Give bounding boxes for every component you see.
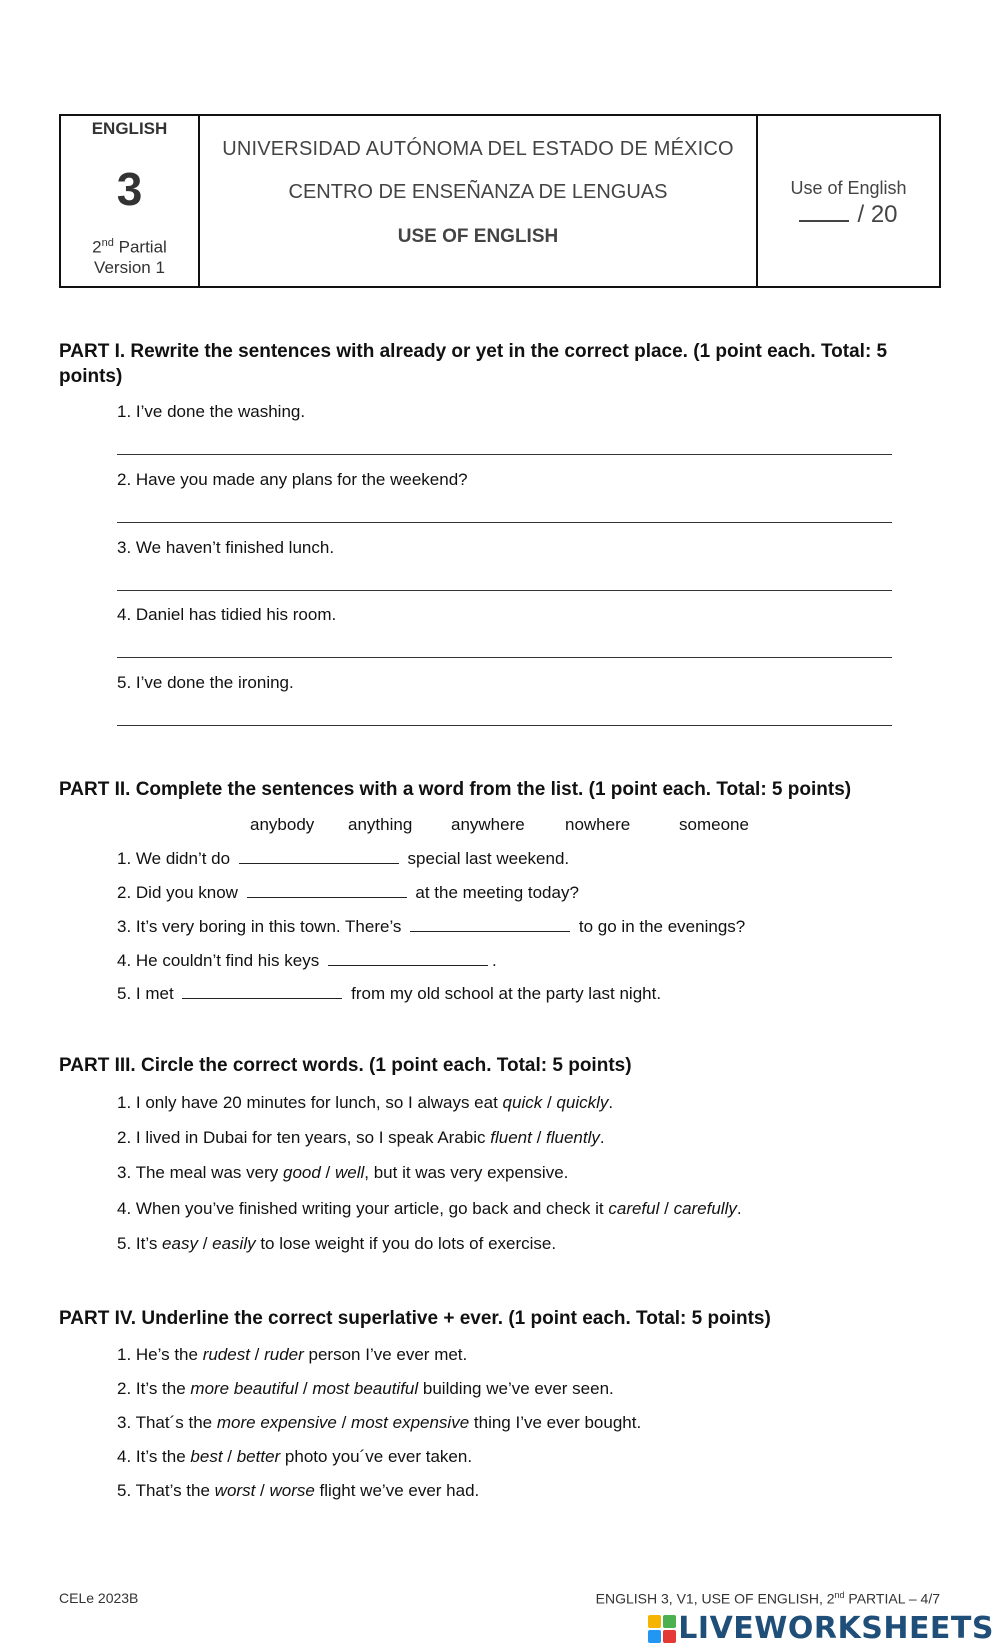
footer-code: CELe 2023B (59, 1590, 139, 1606)
part4-title: PART IV. Underline the correct superlative + ever. (1 point each. Total: 5 points) (59, 1308, 771, 1329)
part1-title: PART I. Rewrite the sentences with already or yet in the correct place. (1 point each. Total: 5 points) (59, 341, 888, 387)
answer-line[interactable] (117, 590, 892, 591)
score-total: / 20 (857, 201, 898, 228)
part3-item: 2. I lived in Dubai for ten years, so I speak Arabic fluent / fluently. (117, 1128, 605, 1147)
option-word[interactable]: more beautiful (190, 1379, 299, 1398)
subject-label: ENGLISH (91, 119, 168, 138)
footer-page-info: ENGLISH 3, V1, USE OF ENGLISH, 2nd PARTIAL – 4/7 (595, 1590, 940, 1607)
liveworksheets-icon (648, 1615, 676, 1643)
part4-item: 4. It’s the best / better photo you´ve ever taken. (117, 1447, 473, 1466)
part4-item: 2. It’s the more beautiful / most beautiful building we’ve ever seen. (117, 1379, 614, 1398)
part1-item: 5. I’ve done the ironing. (117, 673, 294, 692)
part4-item: 3. That´s the more expensive / most expensive thing I’ve ever bought. (117, 1413, 642, 1432)
option-word[interactable]: ruder (264, 1345, 304, 1364)
part2-item: 4. He couldn’t find his keys . (117, 951, 497, 970)
header-level-cell (61, 116, 200, 286)
option-word[interactable]: worse (269, 1481, 315, 1500)
partial-label: 2nd Partial Version 1 (92, 237, 167, 277)
liveworksheets-logo[interactable] (648, 1611, 994, 1646)
liveworksheets-wordmark: LIVEWORKSHEETS (678, 1611, 994, 1646)
option-word[interactable]: good (282, 1163, 321, 1182)
part1-item: 3. We haven’t finished lunch. (117, 538, 335, 557)
part2-item: 1. We didn’t do special last weekend. (117, 849, 570, 868)
answer-line[interactable] (117, 454, 892, 455)
fill-blank[interactable] (247, 882, 407, 898)
option-word[interactable]: careful (608, 1199, 660, 1218)
section-name: USE OF ENGLISH (397, 226, 559, 247)
part3-item: 1. I only have 20 minutes for lunch, so I always eat quick / quickly. (117, 1093, 614, 1112)
option-word[interactable]: best (190, 1447, 223, 1466)
option-word[interactable]: easily (212, 1234, 256, 1253)
option-word[interactable]: rudest (202, 1345, 250, 1364)
option-word[interactable]: fluent (490, 1128, 532, 1147)
part1-item: 2. Have you made any plans for the weekend? (117, 470, 468, 489)
word-option: anything (348, 815, 413, 834)
option-word[interactable]: quickly (556, 1093, 609, 1112)
part3-item: 5. It’s easy / easily to lose weight if you do lots of exercise. (117, 1234, 557, 1253)
option-word[interactable]: better (236, 1447, 281, 1466)
part2-item: 5. I met from my old school at the party last night. (117, 984, 662, 1003)
option-word[interactable]: fluently (546, 1128, 600, 1147)
level-number: 3 (116, 163, 143, 215)
part1-item: 1. I’ve done the washing. (117, 402, 306, 421)
part2-title: PART II. Complete the sentences with a word from the list. (1 point each. Total: 5 points) (59, 779, 852, 800)
option-word[interactable]: quick (502, 1093, 543, 1112)
fill-blank[interactable] (410, 916, 570, 932)
part3-item: 4. When you’ve finished writing your article, go back and check it careful / carefully. (117, 1199, 742, 1218)
score-label: Use of English (790, 178, 907, 198)
part3-item: 3. The meal was very good / well, but it was very expensive. (117, 1163, 569, 1182)
word-option: anybody (250, 815, 315, 834)
fill-blank[interactable] (328, 950, 488, 966)
header-institution-cell (200, 116, 758, 286)
word-option: anywhere (451, 815, 525, 834)
version-label: Version 1 (94, 257, 165, 277)
option-word[interactable]: more expensive (216, 1413, 337, 1432)
option-word[interactable]: easy (162, 1234, 198, 1253)
part2-item: 3. It’s very boring in this town. There’s to go in the evenings? (117, 917, 746, 936)
option-word[interactable]: carefully (673, 1199, 737, 1218)
center-name: CENTRO DE ENSEÑANZA DE LENGUAS (288, 181, 668, 203)
score-blank[interactable] (799, 200, 849, 222)
part2-item: 2. Did you know at the meeting today? (117, 883, 579, 902)
option-word[interactable]: most beautiful (312, 1379, 419, 1398)
part4-item: 1. He’s the rudest / ruder person I’ve ever met. (117, 1345, 468, 1364)
university-name: UNIVERSIDAD AUTÓNOMA DEL ESTADO DE MÉXICO (222, 138, 734, 160)
fill-blank[interactable] (182, 983, 342, 999)
part1-item: 4. Daniel has tidied his room. (117, 605, 337, 624)
answer-line[interactable] (117, 725, 892, 726)
option-word[interactable]: worst (214, 1481, 256, 1500)
word-option: someone (679, 815, 749, 834)
exam-header (59, 114, 941, 288)
answer-line[interactable] (117, 657, 892, 658)
option-word[interactable]: well (334, 1163, 365, 1182)
header-score-cell (758, 116, 939, 286)
option-word[interactable]: most expensive (351, 1413, 470, 1432)
score-field (758, 200, 939, 229)
answer-line[interactable] (117, 522, 892, 523)
part3-title: PART III. Circle the correct words. (1 point each. Total: 5 points) (59, 1055, 632, 1076)
part4-item: 5. That’s the worst / worse flight we’ve ever had. (117, 1481, 480, 1500)
word-option: nowhere (565, 815, 631, 834)
fill-blank[interactable] (239, 848, 399, 864)
